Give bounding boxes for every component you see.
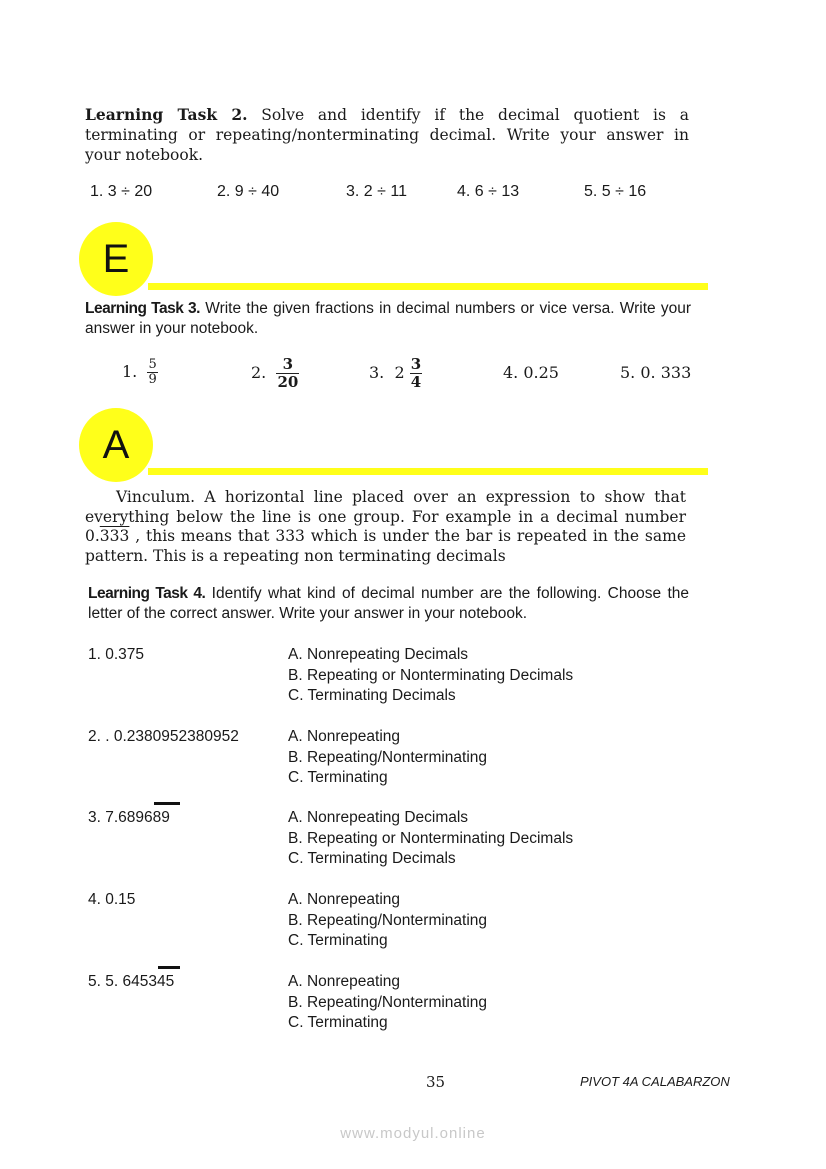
question-stem: 5. 5. 645345 bbox=[88, 973, 175, 990]
task2-instructions: Solve and identify if the decimal quotient is a terminating or repeating/nonterminating decimal. Write your answer in your notebook. bbox=[85, 106, 689, 164]
answer-options bbox=[288, 972, 487, 1034]
section-e-badge bbox=[79, 222, 153, 296]
item-number: 1. bbox=[122, 362, 138, 381]
task2-item: 2. 9 ÷ 40 bbox=[217, 183, 280, 200]
option-b: B. Repeating or Nonterminating Decimals bbox=[288, 829, 574, 847]
task3-item-2 bbox=[251, 356, 299, 391]
task3-item-4: 4. 0.25 bbox=[503, 363, 559, 382]
option-c: C. Terminating Decimals bbox=[288, 687, 456, 704]
vinculum-paragraph bbox=[85, 488, 686, 566]
option-a: A. Nonrepeating bbox=[288, 728, 401, 745]
option-b: B. Repeating/Nonterminating bbox=[288, 748, 488, 766]
learning-task-3 bbox=[85, 299, 691, 339]
watermark: www.modyul.online bbox=[340, 1125, 486, 1142]
option-b: B. Repeating/Nonterminating bbox=[288, 993, 488, 1011]
question-stem: 2. . 0.2380952380952 bbox=[88, 728, 239, 745]
fraction bbox=[410, 356, 422, 391]
task4-instructions: Identify what kind of decimal number are the following. Choose the letter of the correct answer. Write your answer in your notebook. bbox=[88, 585, 690, 622]
task2-item: 4. 6 ÷ 13 bbox=[457, 183, 520, 200]
denominator: 9 bbox=[148, 372, 157, 387]
page-number: 35 bbox=[426, 1073, 446, 1091]
answer-options bbox=[288, 645, 573, 707]
numerator: 3 bbox=[410, 355, 422, 373]
option-c: C. Terminating bbox=[288, 932, 388, 949]
answer-options bbox=[288, 727, 487, 789]
task3-instructions: Write the given fractions in decimal numbers or vice versa. Write your answer in your notebook. bbox=[85, 300, 692, 337]
vinculum-text-continued: , this means that 333 which is under the bar is repeated in the same pattern. This is a repeating non terminating decimals bbox=[85, 527, 686, 565]
option-a: A. Nonrepeating bbox=[288, 891, 401, 908]
task2-item: 1. 3 ÷ 20 bbox=[90, 183, 153, 200]
item-number: 2. bbox=[251, 363, 267, 382]
vinculum-bar bbox=[158, 966, 180, 969]
vinculum-text: Vinculum. A horizontal line placed over an expression to show that everything below the line is one group. For example in a decimal number 0. bbox=[85, 488, 686, 545]
option-b: B. Repeating or Nonterminating Decimals bbox=[288, 666, 574, 684]
repeating-digits: 333 bbox=[99, 527, 130, 545]
task3-item-5: 5. 0. 333 bbox=[620, 363, 692, 382]
denominator: 4 bbox=[410, 373, 422, 391]
numerator: 3 bbox=[282, 355, 294, 373]
question-stem: 1. 0.375 bbox=[88, 646, 145, 663]
numerator: 5 bbox=[148, 357, 157, 372]
task2-item: 5. 5 ÷ 16 bbox=[584, 183, 647, 200]
question-stem: 3. 7.689689 bbox=[88, 809, 170, 826]
task4-heading: Learning Task 4. bbox=[88, 585, 206, 602]
answer-options bbox=[288, 808, 573, 870]
option-c: C. Terminating Decimals bbox=[288, 850, 456, 867]
section-e-divider bbox=[148, 283, 708, 290]
task2-item: 3. 2 ÷ 11 bbox=[346, 183, 407, 200]
option-a: A. Nonrepeating bbox=[288, 973, 401, 990]
answer-options bbox=[288, 890, 487, 952]
task3-item-1 bbox=[122, 358, 158, 387]
section-e-letter: E bbox=[102, 236, 130, 281]
task3-heading: Learning Task 3. bbox=[85, 300, 200, 317]
section-a-divider bbox=[148, 468, 708, 475]
option-c: C. Terminating bbox=[288, 1014, 388, 1031]
section-a-badge bbox=[79, 408, 153, 482]
option-a: A. Nonrepeating Decimals bbox=[288, 646, 469, 663]
whole-number: 2 bbox=[394, 363, 405, 382]
section-a-letter: A bbox=[102, 422, 130, 467]
vinculum-bar bbox=[154, 802, 180, 805]
footer-brand: PIVOT 4A CALABARZON bbox=[580, 1074, 730, 1089]
learning-task-4 bbox=[88, 584, 689, 624]
denominator: 20 bbox=[277, 373, 299, 391]
task3-item-3 bbox=[369, 356, 422, 391]
fraction bbox=[147, 358, 157, 387]
option-c: C. Terminating bbox=[288, 769, 388, 786]
fraction bbox=[276, 356, 299, 391]
option-a: A. Nonrepeating Decimals bbox=[288, 809, 469, 826]
item-number: 3. bbox=[369, 363, 385, 382]
question-stem: 4. 0.15 bbox=[88, 891, 136, 908]
task2-heading: Learning Task 2. bbox=[85, 105, 248, 124]
option-b: B. Repeating/Nonterminating bbox=[288, 911, 488, 929]
learning-task-2 bbox=[85, 105, 689, 165]
